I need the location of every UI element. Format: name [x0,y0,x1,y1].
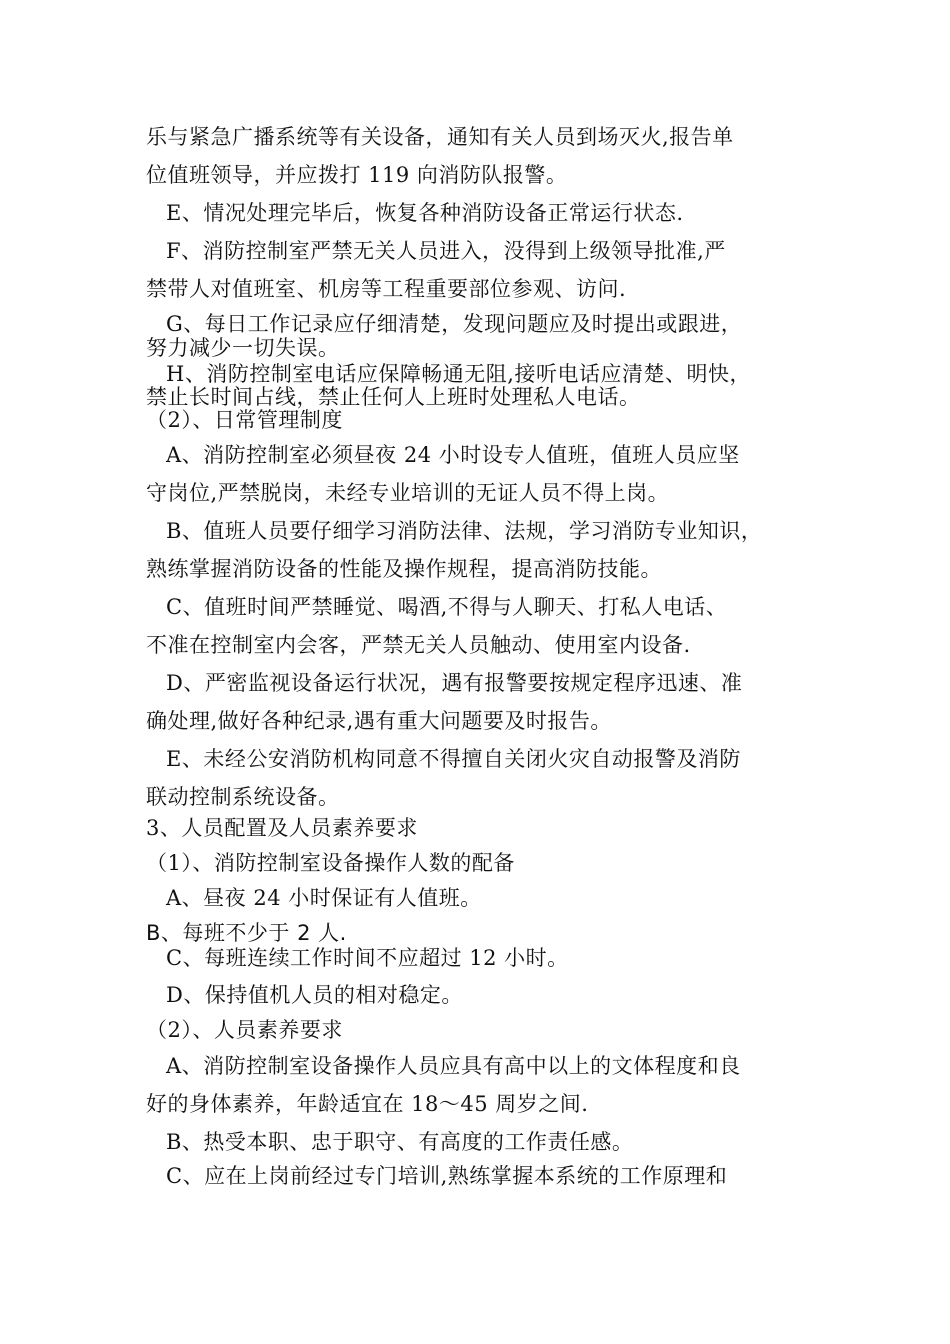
text-line: E、情况处理完毕后，恢复各种消防设备正常运行状态. [166,201,684,225]
text-line: 守岗位,严禁脱岗，未经专业培训的无证人员不得上岗。 [146,481,670,505]
text-line: C、每班连续工作时间不应超过 12 小时。 [166,946,569,970]
text-line: H、消防控制室电话应保障畅通无阻,接听电话应清楚、明快， [166,362,751,386]
text-line: 好的身体素养，年龄适宜在 18～45 周岁之间. [146,1092,589,1116]
text-line: B、值班人员要仔细学习消防法律、法规，学习消防专业知识， [166,519,763,543]
text-line: B、每班不少于 2 人. [146,921,347,945]
text-line: 确处理,做好各种纪录,遇有重大问题要及时报告。 [146,709,612,733]
text-line: D、严密监视设备运行状况，遇有报警要按规定程序迅速、准 [166,671,743,695]
text-line: 不准在控制室内会客，严禁无关人员触动、使用室内设备. [146,633,691,657]
text-line: C、应在上岗前经过专门培训,熟练掌握本系统的工作原理和 [166,1164,728,1188]
text-line: E、未经公安消防机构同意不得擅自关闭火灾自动报警及消防 [166,747,741,771]
text-line: D、保持值机人员的相对稳定。 [166,983,463,1007]
text-line: 禁止长时间占线，禁止任何人上班时处理私人电话。 [146,385,641,409]
text-line: 位值班领导，并应拨打 119 向消防队报警。 [146,163,568,187]
text-line: F、消防控制室严禁无关人员进入，没得到上级领导批准,严 [166,239,726,263]
text-line: G、每日工作记录应仔细清楚，发现问题应及时提出或跟进， [166,312,743,336]
text-line: A、消防控制室必须昼夜 24 小时设专人值班，值班人员应坚 [166,443,740,467]
text-line: 努力减少一切失误。 [146,336,340,360]
section-heading: （1）、消防控制室设备操作人数的配备 [146,851,515,875]
text-line: B、热受本职、忠于职守、有高度的工作责任感。 [166,1130,634,1154]
text-line: A、昼夜 24 小时保证有人值班。 [166,886,482,910]
text-line: 熟练掌握消防设备的性能及操作规程，提高消防技能。 [146,557,662,581]
section-heading: （2）、人员素养要求 [146,1018,343,1042]
text-line: C、值班时间严禁睡觉、喝酒,不得与人聊天、打私人电话、 [166,595,728,619]
text-line: 乐与紧急广播系统等有关设备，通知有关人员到场灭火,报告单 [146,125,734,149]
section-heading: （2）、日常管理制度 [146,408,343,432]
text-line: A、消防控制室设备操作人员应具有高中以上的文体程度和良 [166,1054,741,1078]
text-line: 联动控制系统设备。 [146,785,340,809]
section-heading: 3、人员配置及人员素养要求 [146,816,418,840]
text-line: 禁带人对值班室、机房等工程重要部位参观、访问. [146,277,627,301]
